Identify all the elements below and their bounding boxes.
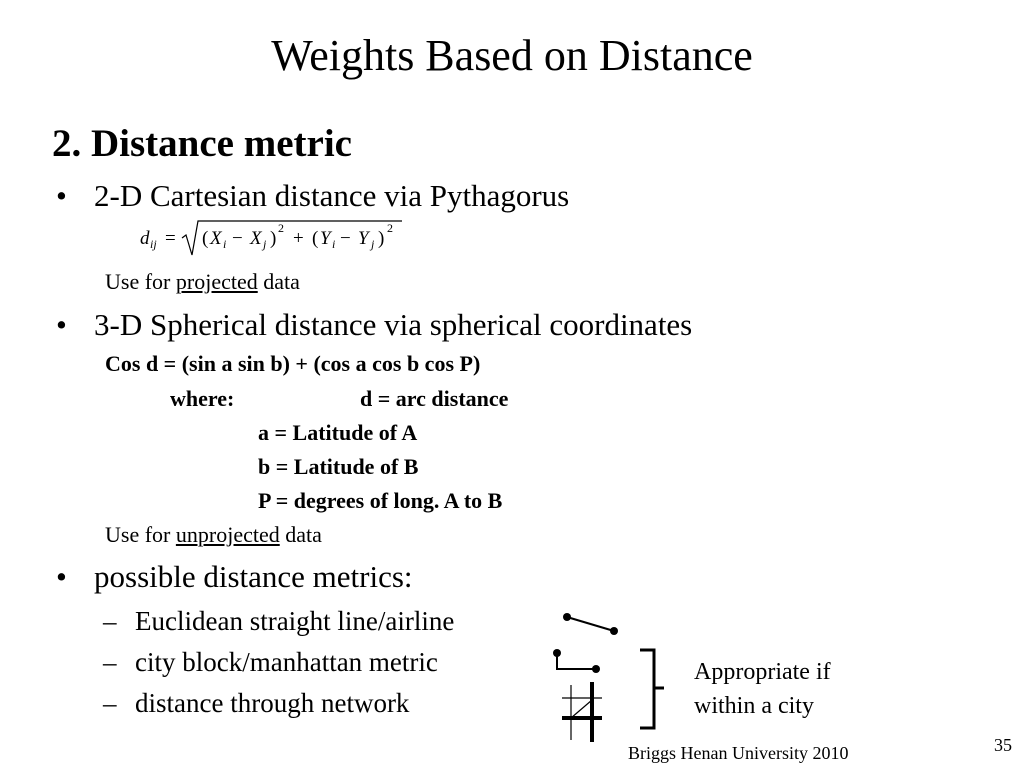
def-p: P = degrees of long. A to B: [258, 488, 503, 513]
formula-d-sub: ij: [150, 237, 157, 251]
formula-X-sub-i: i: [223, 237, 227, 251]
bullet-text: 3-D Spherical distance via spherical coordinates: [94, 307, 693, 342]
metric-text: Euclidean straight line/airline: [135, 606, 455, 636]
bracket-icon: [640, 650, 664, 728]
formula-Y: Y: [320, 228, 331, 249]
dash-marker: –: [103, 647, 117, 677]
bullet-metrics: [56, 557, 413, 597]
bullet-spherical: [56, 305, 692, 345]
dash-marker: –: [103, 606, 117, 636]
formula-paren-close-1: ): [270, 228, 277, 249]
metric-euclidean: [103, 604, 454, 638]
bullet-text: 2-D Cartesian distance via Pythagorus: [94, 178, 570, 213]
dash-marker: –: [103, 688, 117, 718]
formula-paren-close-2: ): [378, 228, 385, 249]
formula-X-sub-j: j: [263, 237, 267, 251]
metric-network: [103, 686, 409, 720]
metric-cityblock: [103, 645, 438, 679]
formula-minus-2: −: [340, 228, 351, 249]
note-suffix: data: [257, 269, 300, 294]
pythagorean-formula: [140, 218, 410, 258]
formula-Y2: Y: [358, 228, 369, 249]
metric-text: city block/manhattan metric: [135, 647, 438, 677]
appropriate-note-line2: within a city: [694, 693, 814, 719]
spherical-formula: Cos d = (sin a sin b) + (cos a cos b cos P): [105, 351, 481, 376]
bullet-marker: •: [56, 559, 67, 594]
formula-d: d: [140, 228, 150, 249]
formula-paren-open-1: (: [202, 228, 209, 249]
projected-note: [105, 268, 300, 296]
formula-Y-sub-i: i: [332, 237, 336, 251]
note-prefix: Use for: [105, 522, 176, 547]
formula-exp-1: 2: [278, 221, 284, 235]
footer-credit: Briggs Henan University 2010: [628, 743, 849, 763]
slide-title: Weights Based on Distance: [271, 31, 753, 80]
bullet-marker: •: [56, 178, 67, 213]
formula-Y-sub-j: j: [371, 237, 375, 251]
unprojected-note: [105, 521, 322, 549]
metric-text: distance through network: [135, 688, 410, 718]
metric-diagrams: [540, 600, 680, 750]
euclidean-line-icon: [563, 613, 618, 635]
formula-X: X: [210, 228, 222, 249]
bullet-text: possible distance metrics:: [94, 559, 413, 594]
projected-term: projected: [175, 269, 258, 294]
where-label: where:: [170, 386, 235, 411]
note-prefix: Use for: [105, 269, 176, 294]
formula-minus-1: −: [232, 228, 243, 249]
formula-exp-2: 2: [387, 221, 393, 235]
bullet-marker: •: [56, 307, 67, 342]
def-d: d = arc distance: [360, 386, 509, 411]
formula-paren-open-2: (: [312, 228, 319, 249]
section-heading: 2. Distance metric: [52, 122, 352, 165]
bullet-cartesian: [56, 176, 569, 216]
page-number: 35: [994, 735, 1012, 755]
appropriate-note-line1: Appropriate if: [694, 659, 831, 685]
note-suffix: data: [279, 522, 322, 547]
def-a: a = Latitude of A: [258, 420, 418, 445]
formula-equals: =: [165, 228, 176, 249]
formula-plus: +: [293, 228, 304, 249]
unprojected-term: unprojected: [175, 522, 280, 547]
city-block-icon: [553, 649, 600, 673]
formula-X2: X: [250, 228, 262, 249]
network-grid-icon: [562, 682, 602, 742]
def-b: b = Latitude of B: [258, 454, 419, 479]
formula-svg: [140, 218, 410, 258]
